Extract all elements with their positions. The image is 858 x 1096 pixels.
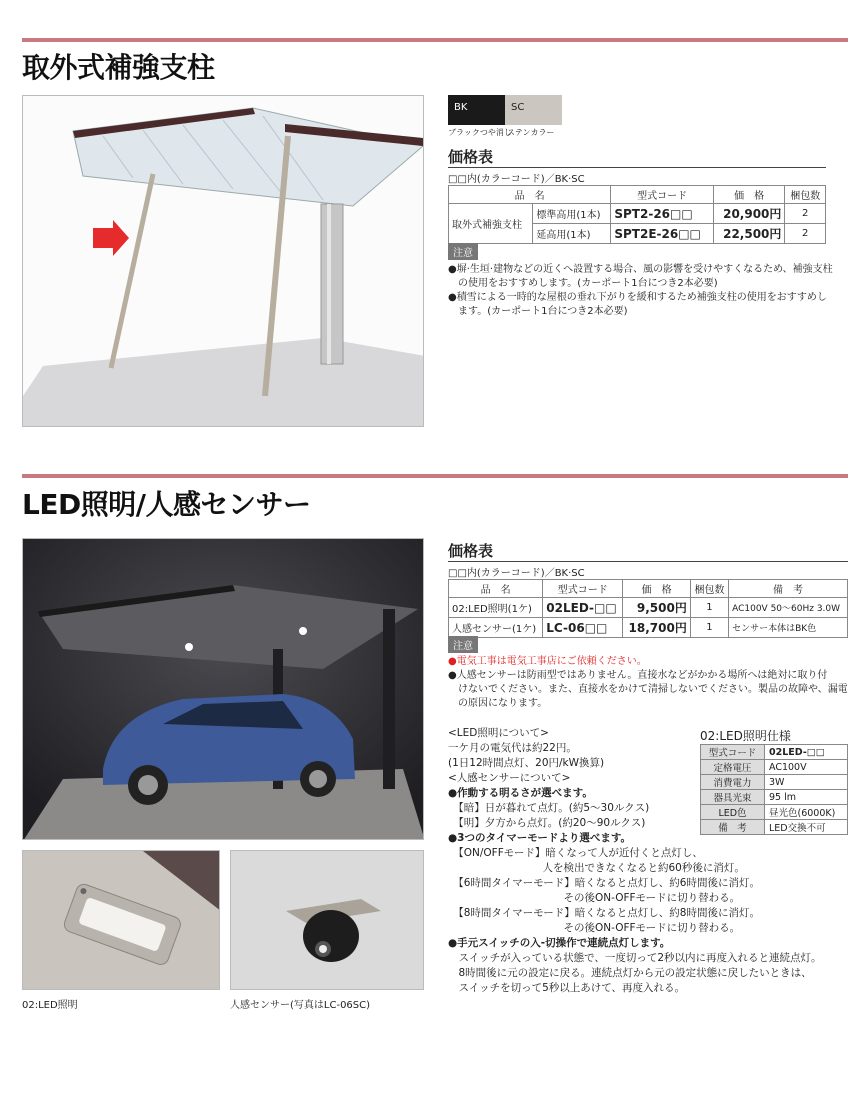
note-line: ●塀·生垣·建物などの近くへ設置する場合、風の影響を受けやすくなるため、補強支柱 [448,264,833,275]
price: 22,500円 [713,224,785,244]
header-code: 型式コード [611,186,713,204]
spec-row: 定格電圧 AC100V [701,760,848,775]
caption-motion-sensor: 人感センサー(写真はLC-06SC) [230,1000,371,1011]
spec-row: 型式コード 02LED-□□ [701,745,848,760]
section1-title: 取外式補強支柱 [22,51,215,84]
remark: センサー本体はBK色 [729,618,848,638]
description-line: <LED照明について> [448,727,549,739]
header-name: 品 名 [449,580,543,598]
note-line: ●積雪による一時的な屋根の垂れ下がりを緩和するため補強支柱の使用をおすすめし [448,292,827,303]
product-name: 人感センサー(1ケ) [449,618,543,638]
price-heading: 価格表 [448,542,494,560]
section-divider [22,38,848,42]
description-line: 8時間後に元の設定に戻る。連続点灯から元の設定状態に戻したいときは、 [448,967,812,979]
section-divider [22,474,848,478]
color-swatch-bk: BK [448,95,505,125]
header-price: 価 格 [623,580,691,598]
remark: AC100V 50～60Hz 3.0W [729,598,848,618]
price-table [448,579,848,638]
description-line: (1日12時間点灯、20円/kW換算) [448,757,605,769]
header-price: 価 格 [713,186,785,204]
header-remark: 備 考 [729,580,848,598]
price-table [448,185,826,244]
header-name: 品 名 [449,186,611,204]
carport-support-photo [22,95,424,427]
price-heading: 価格表 [448,148,494,166]
divider [448,561,848,562]
price: 9,500円 [623,598,691,618]
variant: 標準高用(1本) [533,204,611,224]
section2-title: LED照明/人感センサー [22,488,311,521]
table-row [449,204,826,224]
description-line: <人感センサーについて> [448,772,571,784]
spec-row: 消費電力 3W [701,775,848,790]
qty: 1 [690,598,728,618]
note-line: けないでください。また、直接水をかけて清掃しないでください。製品の故障や、漏電 [448,684,848,695]
header-qty: 梱包数 [690,580,728,598]
variant: 延高用(1本) [533,224,611,244]
model-code: SPT2E-26□□ [611,224,713,244]
description-line: その後ON-OFFモードに切り替わる。 [448,892,741,904]
description-line: スイッチを切って5秒以上あけて、再度入れる。 [448,982,686,994]
led-carport-night-photo [22,538,424,840]
spec-row: 器具光束 95 lm [701,790,848,805]
description-line: ●作動する明るさが選べます。 [448,787,593,799]
spec-row: 備 考 LED交換不可 [701,820,848,835]
color-code-note: □□内(カラーコード)／BK·SC [448,174,585,185]
qty: 2 [785,204,826,224]
caution-badge: 注意 [448,243,478,260]
caption-led-light: 02:LED照明 [22,1000,78,1011]
spec-table [700,744,848,835]
table-row [449,618,848,638]
description-line: スイッチが入っている状態で、一度切って2秒以内に再度入れると連続点灯。 [448,952,822,964]
color-swatch-sc: SC [505,95,562,125]
description-line: 【6時間タイマーモード】暗くなると点灯し、約6時間後に消灯。 [448,877,760,889]
note-line: の原因になります。 [448,698,548,709]
note-line: の使用をおすすめします。(カーポート1台につき2本必要) [448,278,718,289]
note-line: ●人感センサーは防雨型ではありません。直接水などがかかる場所へは絶対に取り付 [448,670,828,681]
divider [448,167,826,168]
price: 18,700円 [623,618,691,638]
model-code: LC-06□□ [543,618,623,638]
product-name: 02:LED照明(1ケ) [449,598,543,618]
note-line-warning: ●電気工事は電気工事店にご依頼ください。 [448,656,647,667]
caution-badge: 注意 [448,636,478,653]
model-code: 02LED-□□ [543,598,623,618]
motion-sensor-photo [230,850,424,990]
qty: 2 [785,224,826,244]
product-name: 取外式補強支柱 [449,204,533,244]
description-line: 一ケ月の電気代は約22円。 [448,742,577,754]
color-swatch-label-sc: ステンカラー [507,128,555,137]
description-line: ●3つのタイマーモードより選べます。 [448,832,631,844]
led-light-photo [22,850,220,990]
color-code-note: □□内(カラーコード)／BK·SC [448,568,585,579]
price: 20,900円 [713,204,785,224]
description-line: 【ON/OFFモード】暗くなって人が近付くと点灯し、 [448,847,703,859]
description-line: その後ON-OFFモードに切り替わる。 [448,922,741,934]
qty: 1 [690,618,728,638]
header-code: 型式コード [543,580,623,598]
description-line: 【明】夕方から点灯。(約20～90ルクス) [448,817,646,829]
model-code: SPT2-26□□ [611,204,713,224]
color-swatch-label-bk: ブラックつや消し [448,128,512,137]
description-line: ●手元スイッチの入-切操作で連続点灯します。 [448,937,671,949]
spec-title: 02:LED照明仕様 [700,729,791,743]
table-row [449,598,848,618]
description-line: 【8時間タイマーモード】暗くなると点灯し、約8時間後に消灯。 [448,907,760,919]
note-line: ます。(カーポート1台につき2本必要) [448,306,628,317]
description-line: 人を検出できなくなると約60秒後に消灯。 [448,862,745,874]
description-line: 【暗】日が暮れて点灯。(約5～30ルクス) [448,802,650,814]
header-qty: 梱包数 [785,186,826,204]
spec-row: LED色 昼光色(6000K) [701,805,848,820]
